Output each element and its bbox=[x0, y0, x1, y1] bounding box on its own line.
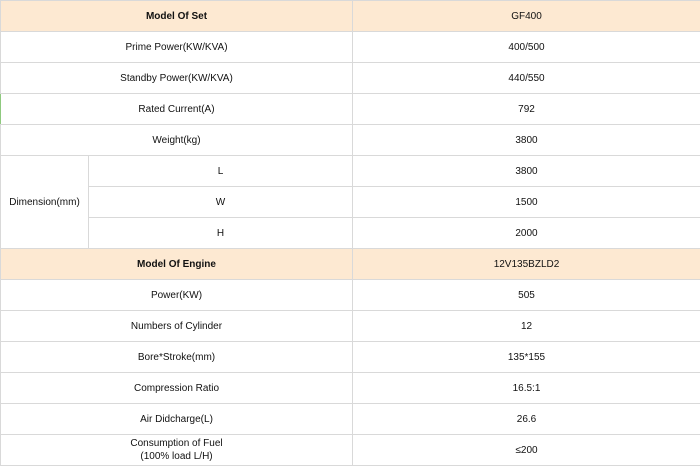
power-row bbox=[1, 280, 700, 311]
dimension-label: Dimension(mm) bbox=[1, 156, 89, 249]
standby-power-label: Standby Power(KW/KVA) bbox=[1, 63, 353, 94]
model-of-engine-label: Model Of Engine bbox=[1, 249, 353, 280]
weight-row bbox=[1, 125, 700, 156]
bore-stroke-value: 135*155 bbox=[353, 342, 700, 373]
model-of-set-value: GF400 bbox=[353, 1, 700, 32]
standby-power-value: 440/550 bbox=[353, 63, 700, 94]
compression-value: 16.5:1 bbox=[353, 373, 700, 404]
model-of-engine-row bbox=[1, 249, 700, 280]
dimension-l-value: 3800 bbox=[353, 156, 700, 187]
prime-power-label: Prime Power(KW/KVA) bbox=[1, 32, 353, 63]
rated-current-value: 792 bbox=[353, 94, 700, 125]
power-label: Power(KW) bbox=[1, 280, 353, 311]
compression-row bbox=[1, 373, 700, 404]
fuel-row bbox=[1, 435, 700, 466]
cylinders-row bbox=[1, 311, 700, 342]
dimension-l-label: L bbox=[89, 156, 353, 187]
model-of-set-label: Model Of Set bbox=[1, 1, 353, 32]
air-discharge-row bbox=[1, 404, 700, 435]
model-of-set-row bbox=[1, 1, 700, 32]
air-discharge-label: Air Didcharge(L) bbox=[1, 404, 353, 435]
prime-power-row bbox=[1, 32, 700, 63]
dimension-w-label: W bbox=[89, 187, 353, 218]
power-value: 505 bbox=[353, 280, 700, 311]
bore-stroke-label: Bore*Stroke(mm) bbox=[1, 342, 353, 373]
cylinders-label: Numbers of Cylinder bbox=[1, 311, 353, 342]
fuel-label bbox=[1, 435, 353, 466]
model-of-engine-value: 12V135BZLD2 bbox=[353, 249, 700, 280]
air-discharge-value: 26.6 bbox=[353, 404, 700, 435]
fuel-label-line1: Consumption of Fuel bbox=[130, 438, 222, 449]
cylinders-value: 12 bbox=[353, 311, 700, 342]
dimension-h-value: 2000 bbox=[353, 218, 700, 249]
rated-current-row bbox=[1, 94, 700, 125]
standby-power-row bbox=[1, 63, 700, 94]
fuel-value: ≤200 bbox=[353, 435, 700, 466]
weight-value: 3800 bbox=[353, 125, 700, 156]
weight-label: Weight(kg) bbox=[1, 125, 353, 156]
rated-current-label: Rated Current(A) bbox=[1, 94, 353, 125]
dimension-row-l bbox=[1, 156, 700, 187]
dimension-row-h bbox=[1, 218, 700, 249]
bore-stroke-row bbox=[1, 342, 700, 373]
fuel-label-line2: (100% load L/H) bbox=[140, 451, 212, 462]
dimension-h-label: H bbox=[89, 218, 353, 249]
dimension-w-value: 1500 bbox=[353, 187, 700, 218]
prime-power-value: 400/500 bbox=[353, 32, 700, 63]
dimension-row-w bbox=[1, 187, 700, 218]
compression-label: Compression Ratio bbox=[1, 373, 353, 404]
